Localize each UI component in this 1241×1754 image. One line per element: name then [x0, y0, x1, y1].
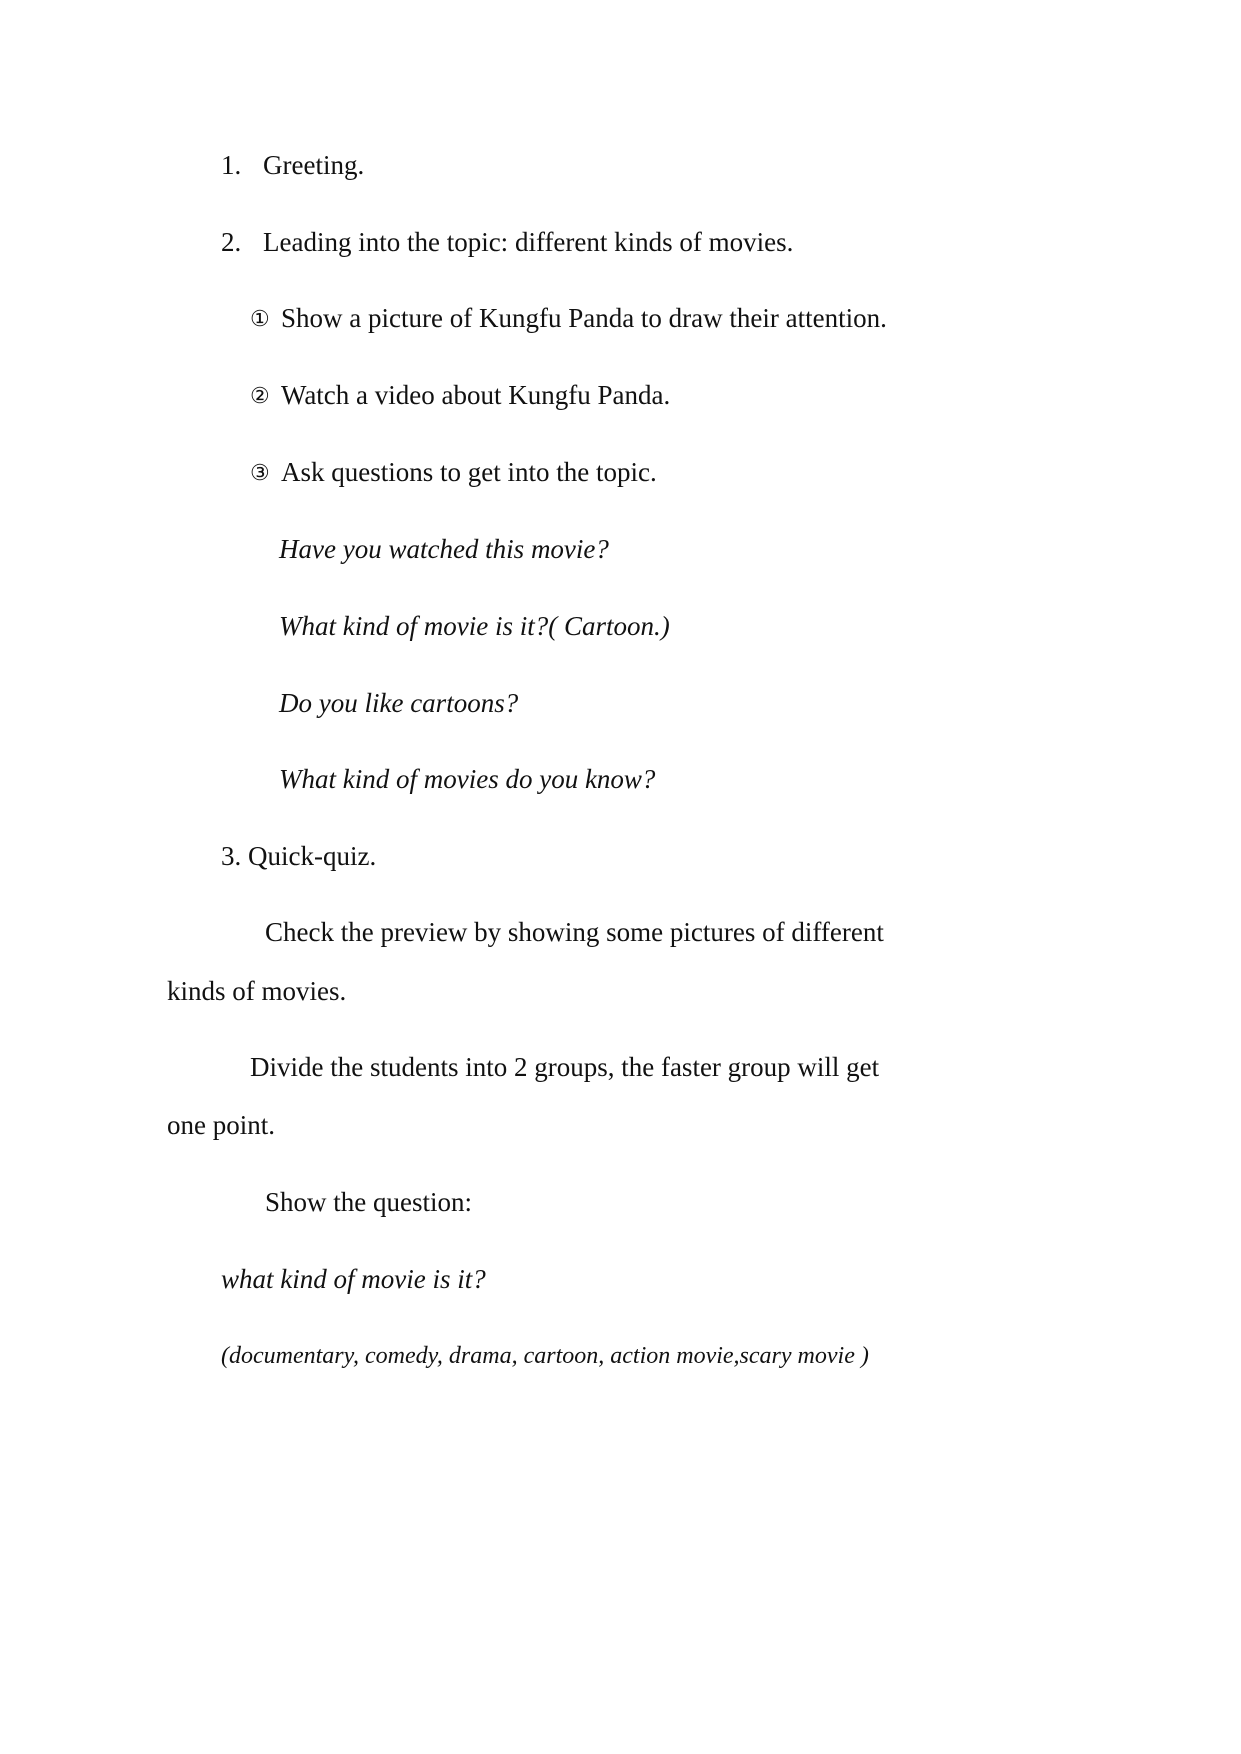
- quiz-paragraph-2-line-2: one point.: [167, 1110, 275, 1140]
- item-number: 2.: [221, 227, 242, 257]
- question-line: Do you like cartoons?: [279, 688, 519, 718]
- quiz-paragraph-2-line-1: Divide the students into 2 groups, the faster group will get: [250, 1052, 880, 1082]
- show-question-text: Show the question:: [265, 1187, 472, 1217]
- greeting-text: Greeting.: [263, 150, 365, 180]
- question-line: Have you watched this movie?: [279, 534, 609, 564]
- step-marker: ②: [250, 383, 270, 408]
- step-text: Show a picture of Kungfu Panda to draw their attention.: [281, 303, 887, 333]
- quiz-paragraph-1-line-1: Check the preview by showing some pictures of different: [265, 917, 884, 947]
- step-2: [250, 378, 670, 413]
- quiz-paragraph-1-line-2: kinds of movies.: [167, 976, 347, 1006]
- question-line: What kind of movie is it?( Cartoon.): [279, 611, 670, 641]
- leading-text: Leading into the topic: different kinds of movies.: [263, 227, 794, 257]
- step-1: [250, 301, 887, 336]
- quiz-heading: 3. Quick-quiz.: [221, 841, 377, 871]
- item-greeting: [221, 148, 364, 182]
- question-line: What kind of movies do you know?: [279, 764, 656, 794]
- quiz-question: what kind of movie is it?: [221, 1264, 486, 1294]
- step-text: Watch a video about Kungfu Panda.: [281, 380, 671, 410]
- item-number: 1.: [221, 150, 242, 180]
- item-leading: [221, 225, 793, 259]
- step-text: Ask questions to get into the topic.: [281, 457, 657, 487]
- step-marker: ③: [250, 460, 270, 485]
- step-3: [250, 455, 657, 490]
- quiz-answer-options: (documentary, comedy, drama, cartoon, action movie,scary movie ): [221, 1343, 869, 1369]
- step-marker: ①: [250, 306, 270, 331]
